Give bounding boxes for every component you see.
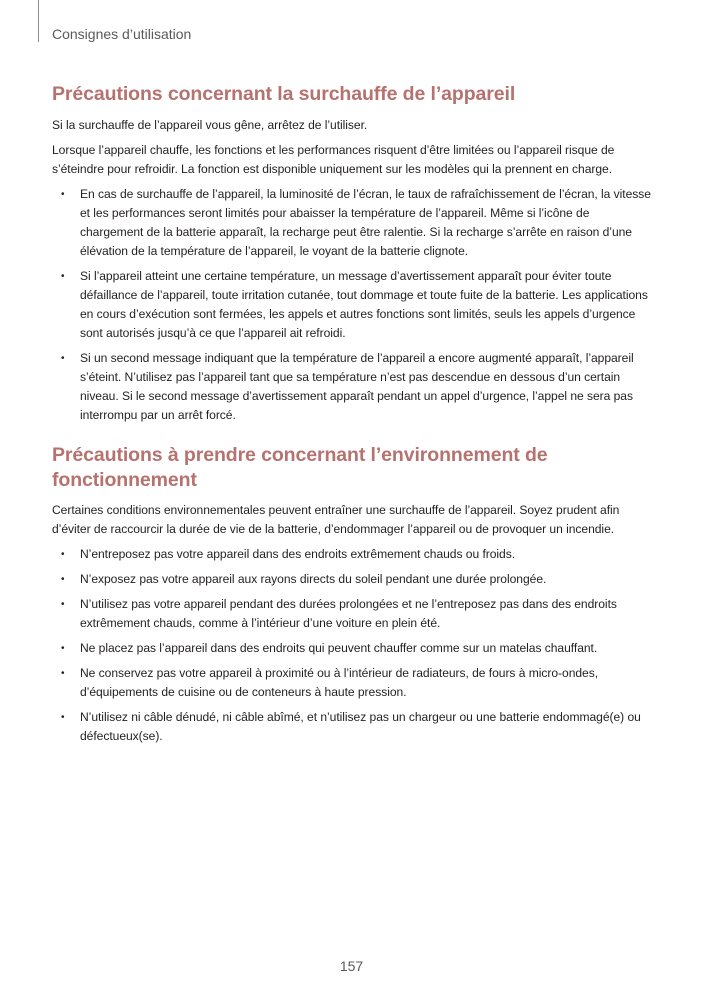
section-heading-line: Précautions à prendre concernant l’environnement de bbox=[52, 444, 548, 466]
list-item-text: En cas de surchauffe de l’appareil, la luminosité de l’écran, le taux de rafraîchissement de l’écran, la vitesse et les performances seront limités pour abaisser la température de l’appareil. Même si l’icône de chargement de la batterie apparaît, la recharge peut être ralentie. Si la recharge s’arrête en raison d’une élévation de la température de l’appareil, le voyant de la batterie clignote. bbox=[80, 187, 651, 258]
list-item bbox=[52, 545, 652, 564]
list-item bbox=[52, 570, 652, 589]
list-item bbox=[52, 349, 652, 425]
bullet-icon: • bbox=[61, 643, 65, 654]
intro-paragraph-2: Lorsque l’appareil chauffe, les fonctions et les performances risquent d’être limitées ou l’appareil risque de s’éteindre pour refroidir. La fonction est disponible uniquement sur les modèles qui la prennent en charge. bbox=[52, 143, 615, 176]
list-item bbox=[52, 639, 652, 658]
list-item-text: N’utilisez pas votre appareil pendant des durées prolongées et ne l’entreposez pas dans des endroits extrêmement chauds, comme à l’intérieur d’une voiture en plein été. bbox=[80, 597, 617, 630]
bullet-icon: • bbox=[61, 712, 65, 723]
bullet-icon: • bbox=[61, 189, 65, 200]
list-item bbox=[52, 708, 652, 746]
bullet-icon: • bbox=[61, 549, 65, 560]
list-item bbox=[52, 664, 652, 702]
section-heading-line: fonctionnement bbox=[52, 469, 197, 491]
environment-paragraph: Certaines conditions environnementales peuvent entraîner une surchauffe de l’appareil. Soyez prudent afin d’éviter de raccourcir la durée de vie de la batterie, d’endommager l’appareil ou de provoquer un incendie. bbox=[52, 503, 620, 536]
bullet-icon: • bbox=[61, 668, 65, 679]
bullet-icon: • bbox=[61, 574, 65, 585]
section-heading-overheating: Précautions concernant la surchauffe de l’appareil bbox=[52, 83, 516, 105]
list-item-text: Si un second message indiquant que la température de l’appareil a encore augmenté apparaît, l’appareil s’éteint. N’utilisez pas l’appareil tant que sa température n’est pas descendue en dessous d’un certain niveau. Si le second message d’avertissement apparaît pendant un appel d’urgence, l’appel ne sera pas interrompu par un arrêt forcé. bbox=[80, 351, 634, 422]
bullet-icon: • bbox=[61, 271, 65, 282]
list-item-text: Si l’appareil atteint une certaine température, un message d’avertissement apparaît pour éviter toute défaillance de l’appareil, toute irritation cutanée, tout dommage et toute fuite de la batterie. Les applications en cours d’exécution sont fermées, les appels et autres fonctions sont limités, seuls les appels d’urgence sont autorisés jusqu’à ce que l’appareil ait refroidi. bbox=[80, 269, 648, 340]
list-item bbox=[52, 595, 652, 633]
list-item-text: N’entreposez pas votre appareil dans des endroits extrêmement chauds ou froids. bbox=[80, 547, 516, 561]
header-divider bbox=[38, 0, 39, 42]
list-item-text: Ne placez pas l’appareil dans des endroits qui peuvent chauffer comme sur un matelas chauffant. bbox=[80, 641, 598, 655]
page-number: 157 bbox=[339, 958, 364, 974]
list-item-text: N’utilisez ni câble dénudé, ni câble abîmé, et n’utilisez pas un chargeur ou une batterie endommagé(e) ou défectueux(se). bbox=[80, 710, 641, 743]
page-content bbox=[52, 82, 652, 752]
list-item-text: N’exposez pas votre appareil aux rayons directs du soleil pendant une durée prolongée. bbox=[80, 572, 547, 586]
list-item bbox=[52, 267, 652, 343]
list-item-text: Ne conservez pas votre appareil à proximité ou à l’intérieur de radiateurs, de fours à micro-ondes, d’équipements de cuisine ou de conteneurs à haute pression. bbox=[80, 666, 599, 699]
section-heading-environment bbox=[52, 443, 652, 493]
bullet-icon: • bbox=[61, 599, 65, 610]
running-header: Consignes d’utilisation bbox=[52, 26, 192, 42]
bullet-icon: • bbox=[61, 353, 65, 364]
overheating-bullet-list bbox=[52, 185, 652, 425]
intro-paragraph-1: Si la surchauffe de l’appareil vous gêne, arrêtez de l’utiliser. bbox=[52, 118, 368, 132]
environment-bullet-list bbox=[52, 545, 652, 746]
list-item bbox=[52, 185, 652, 261]
